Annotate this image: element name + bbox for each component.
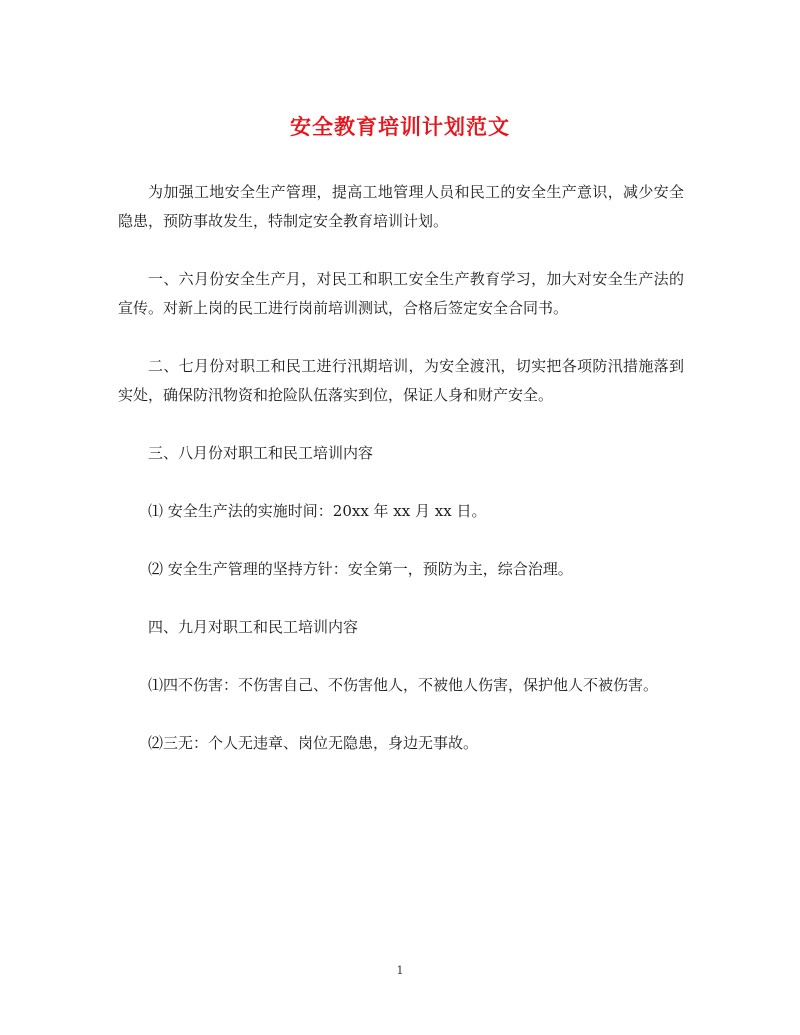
july-paragraph: 二、七月份对职工和民工进行汛期培训，为安全渡汛，切实把各项防汛措施落到实处，确保防汛物资和抢险队伍落实到位，保证人身和财产安全。 [118,357,684,404]
september-item-2: ⑵三无：个人无违章、岗位无隐患，身边无事故。 [148,734,479,752]
intro-paragraph: 为加强工地安全生产管理，提高工地管理人员和民工的安全生产意识，减少安全隐患，预防事故发生，特制定安全教育培训计划。 [118,183,684,230]
september-item-1: ⑴四不伤害：不伤害自己、不伤害他人，不被他人伤害，保护他人不被伤害。 [148,676,659,694]
paragraph-spacer [118,468,684,497]
paragraph-spacer [118,526,684,555]
paragraph-spacer [118,236,684,265]
june-paragraph: 一、六月份安全生产月，对民工和职工安全生产教育学习，加大对安全生产法的宣传。对新上岗的民工进行岗前培训测试，合格后签定安全合同书。 [118,270,684,317]
september-heading: 四、九月对职工和民工培训内容 [148,618,359,636]
paragraph-spacer [118,642,684,671]
paragraph-spacer [118,323,684,352]
august-item-1: ⑴ 安全生产法的实施时间：20xx 年 xx 月 xx 日。 [148,502,487,520]
paragraph-spacer [118,700,684,729]
document-body [118,178,684,758]
paragraph-spacer [118,584,684,613]
august-heading: 三、八月份对职工和民工培训内容 [148,444,374,462]
page-number: 1 [396,964,404,977]
august-item-2: ⑵ 安全生产管理的坚持方针：安全第一，预防为主，综合治理。 [148,560,573,578]
paragraph-spacer [118,410,684,439]
document-title: 安全教育培训计划范文 [290,114,510,139]
